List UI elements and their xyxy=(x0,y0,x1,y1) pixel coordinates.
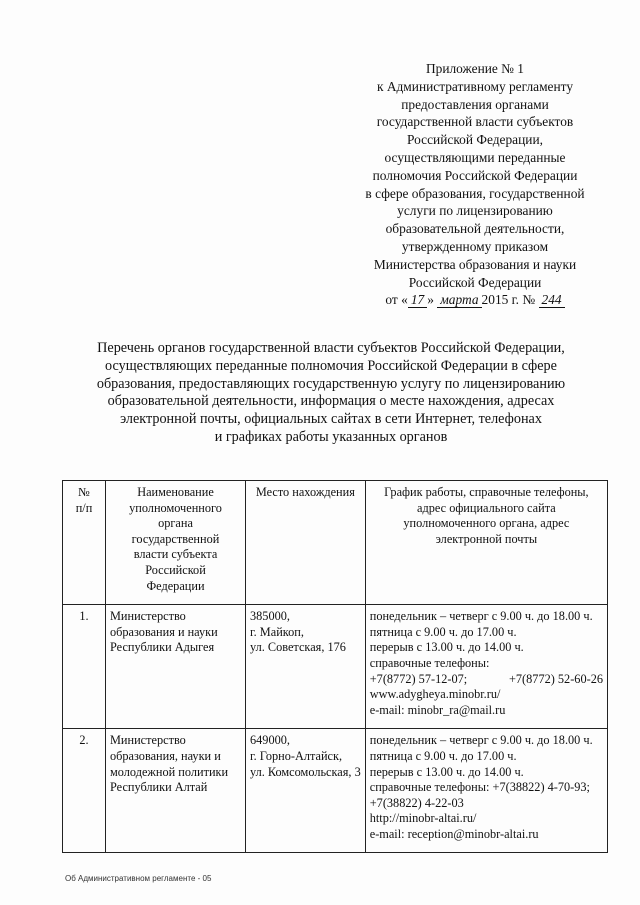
name-line: образования, науки и xyxy=(110,748,221,763)
header-text: государственной xyxy=(131,531,220,546)
row-num-text: 2. xyxy=(79,733,89,748)
schedule-line: пятница с 9.00 ч. до 17.00 ч. xyxy=(369,624,517,639)
appendix-line: государственной власти субъектов xyxy=(376,114,574,130)
schedule-line: понедельник – четверг с 9.00 ч. до 18.00 ч. xyxy=(369,609,593,624)
email-address[interactable]: e-mail: reception@minobr-altai.ru xyxy=(369,826,539,841)
name-line: Республики Алтай xyxy=(110,780,208,795)
website-link[interactable]: http://minobr-altai.ru/ xyxy=(369,811,477,826)
location-line: 649000, xyxy=(250,733,290,748)
appendix-line: утвержденному приказом xyxy=(401,238,549,254)
appendix-line: услуги по лицензированию xyxy=(397,203,553,219)
header-text: уполномоченного органа, адрес xyxy=(403,516,570,531)
row-num xyxy=(63,605,106,729)
header-name xyxy=(106,481,246,605)
schedule-line: справочные телефоны: xyxy=(369,655,490,670)
row-num-text: 1. xyxy=(79,609,89,624)
location-line: ул. Комсомольская, 3 xyxy=(250,764,361,779)
phone-number: +7(8772) 52-60-26 xyxy=(508,671,603,686)
header-text: Наименование xyxy=(137,485,214,499)
authorities-table xyxy=(62,480,608,853)
appendix-line: Российской Федерации, xyxy=(407,132,543,148)
heading-line: электронной почты, официальных сайтах в сети Интернет, телефонах xyxy=(120,411,542,428)
header-text: Федерации xyxy=(146,578,205,593)
location-line: ул. Советская, 176 xyxy=(250,640,346,655)
header-text: электронной почты xyxy=(435,531,538,546)
date-year: 2015 г. № xyxy=(481,292,536,308)
email-address[interactable]: e-mail: minobr_ra@mail.ru xyxy=(369,702,506,717)
name-line: образования и науки xyxy=(110,624,218,639)
order-date-line xyxy=(340,291,610,309)
heading-line: и графиках работы указанных органов xyxy=(214,428,448,445)
header-schedule xyxy=(365,481,607,605)
document-heading xyxy=(62,340,600,447)
schedule-line: перерыв с 13.00 ч. до 14.00 ч. xyxy=(369,640,524,655)
row-num xyxy=(63,729,106,853)
name-line: Министерство xyxy=(110,733,186,748)
appendix-line: образовательной деятельности, xyxy=(385,221,565,237)
schedule-line: понедельник – четверг с 9.00 ч. до 18.00 ч. xyxy=(369,733,593,748)
date-day-handwritten: 17 xyxy=(408,293,427,308)
appendix-line: предоставления органами xyxy=(401,96,549,112)
schedule-line: +7(38822) 4-22-03 xyxy=(369,795,464,810)
appendix-line: Российской Федерации xyxy=(408,274,542,290)
phone-row xyxy=(370,672,603,688)
row-name xyxy=(106,605,246,729)
appendix-line: к Административному регламенту xyxy=(376,78,574,94)
location-line: 385000, xyxy=(250,609,290,624)
header-text: Российской xyxy=(145,562,206,577)
row-schedule xyxy=(365,729,607,853)
row-schedule xyxy=(365,605,607,729)
schedule-line: справочные телефоны: +7(38822) 4-70-93; xyxy=(369,780,590,795)
header-text: № xyxy=(78,485,90,499)
name-line: Республики Адыгея xyxy=(110,640,215,655)
header-location xyxy=(246,481,366,605)
appendix-line: Министерства образования и науки xyxy=(373,256,577,272)
page-footer: Об Административном регламенте - 05 xyxy=(65,874,212,883)
table-row xyxy=(63,605,608,729)
name-line: молодежной политики xyxy=(110,764,229,779)
location-line: г. Горно-Алтайск, xyxy=(250,748,343,763)
row-location xyxy=(246,605,366,729)
header-text: уполномоченного xyxy=(129,500,222,515)
appendix-line: в сфере образования, государственной xyxy=(365,185,585,201)
table-header-row xyxy=(63,481,608,605)
date-mid: » xyxy=(427,292,438,308)
heading-line: образовательной деятельности, информация о месте нахождения, адресах xyxy=(107,393,555,410)
heading-line: осуществляющих переданные полномочия Российской Федерации в сфере xyxy=(105,357,557,374)
location-line: г. Майкоп, xyxy=(250,624,304,639)
header-text: власти субъекта xyxy=(133,547,218,562)
row-location xyxy=(246,729,366,853)
row-name xyxy=(106,729,246,853)
header-text: адрес официального сайта xyxy=(417,500,556,515)
schedule-line: перерыв с 13.00 ч. до 14.00 ч. xyxy=(369,764,524,779)
table-row xyxy=(63,729,608,853)
schedule-line: пятница с 9.00 ч. до 17.00 ч. xyxy=(369,748,517,763)
date-month-handwritten: марта xyxy=(437,293,481,308)
header-text: График работы, справочные телефоны, xyxy=(384,485,589,499)
phone-number: +7(8772) 57-12-07; xyxy=(369,671,468,686)
heading-line: образования, предоставляющих государственную услугу по лицензированию xyxy=(96,375,566,392)
header-text: органа xyxy=(158,516,193,531)
header-num xyxy=(63,481,106,605)
header-text: п/п xyxy=(75,500,93,515)
name-line: Министерство xyxy=(110,609,186,624)
date-prefix: от « xyxy=(385,292,408,308)
header-text: Место нахождения xyxy=(255,485,355,499)
appendix-header xyxy=(340,60,610,309)
appendix-line: Приложение № 1 xyxy=(425,61,525,76)
website-link[interactable]: www.adygheya.minobr.ru/ xyxy=(369,687,501,702)
order-number-handwritten: 244 xyxy=(539,293,565,308)
heading-line: Перечень органов государственной власти субъектов Российской Федерации, xyxy=(97,340,565,356)
appendix-line: полномочия Российской Федерации xyxy=(372,167,578,183)
appendix-line: осуществляющими переданные xyxy=(384,149,566,165)
